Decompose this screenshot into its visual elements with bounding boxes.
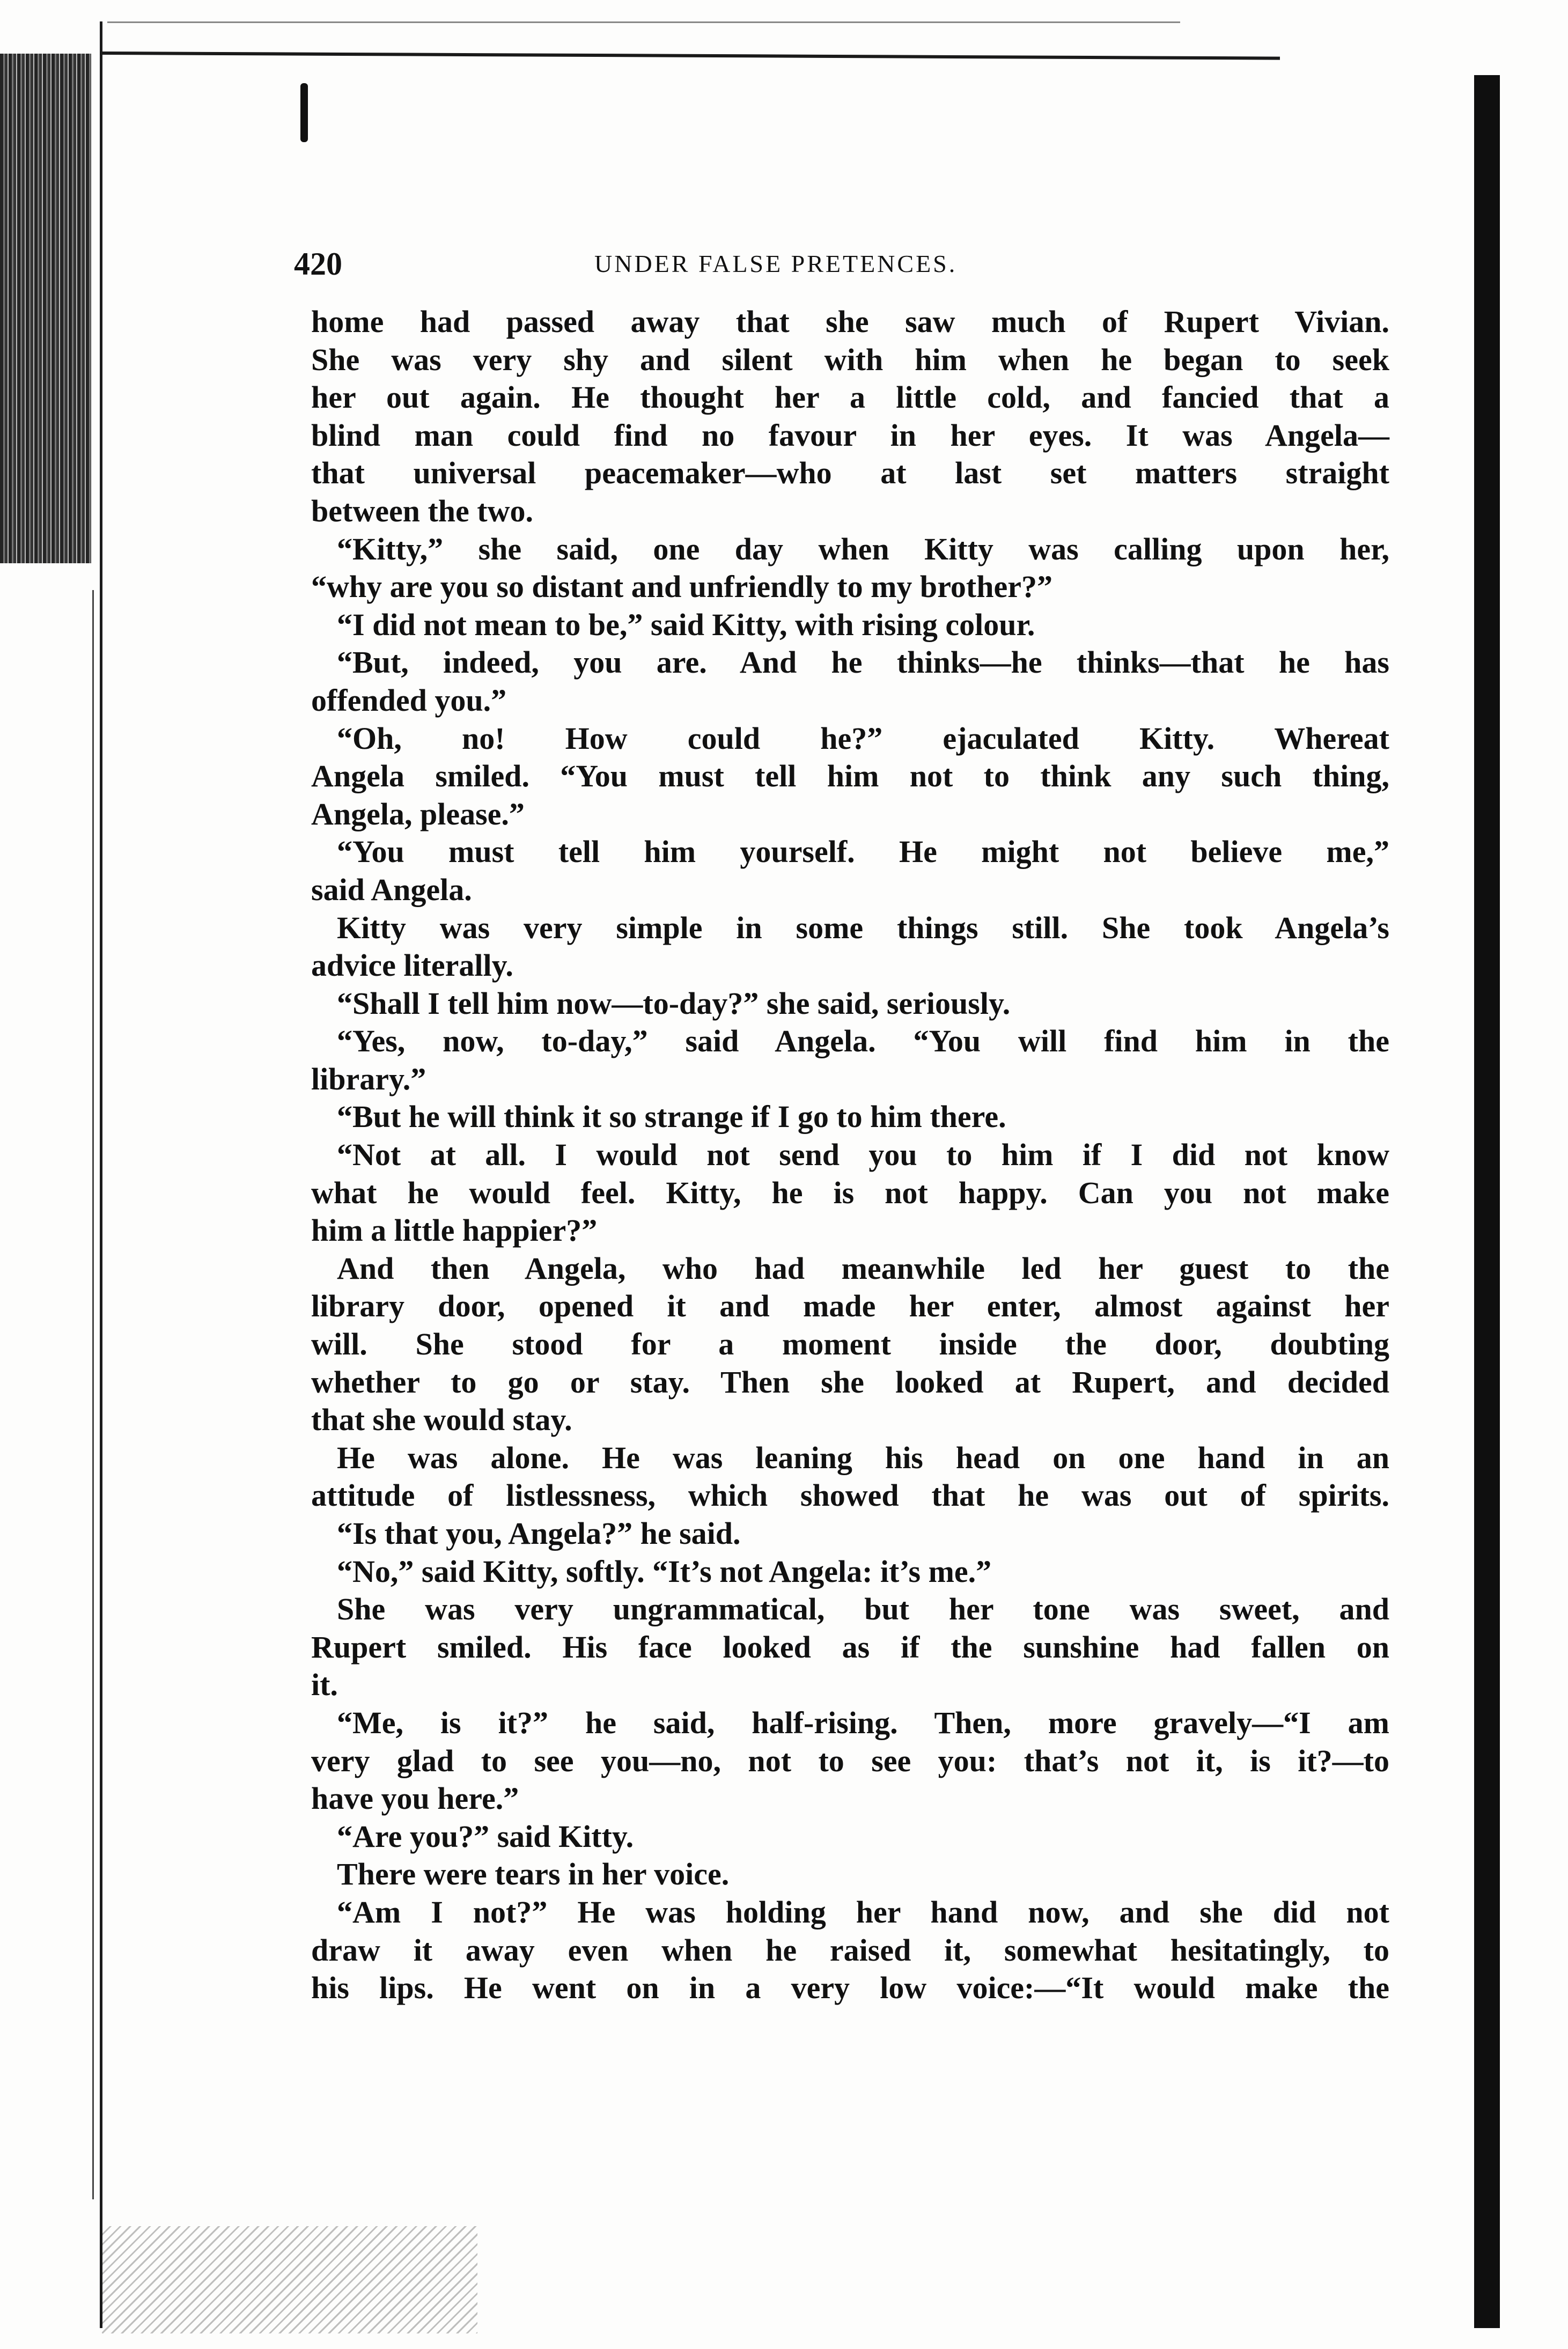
text-line: have you here.” bbox=[311, 1781, 519, 1816]
stray-ink-mark bbox=[300, 83, 308, 142]
text-line: him a little happier?” bbox=[311, 1213, 598, 1248]
text-line: her out again. He thought her a little cold, and fancied that a bbox=[311, 380, 1389, 415]
text-line: “Am I not?” He was holding her hand now, and she did not bbox=[337, 1894, 1389, 1930]
text-line: “Is that you, Angela?” he said. bbox=[337, 1516, 741, 1551]
text-line: library door, opened it and made her enter, almost against her bbox=[311, 1288, 1389, 1324]
text-line: what he would feel. Kitty, he is not happy. Can you not make bbox=[311, 1175, 1389, 1210]
text-line: “I did not mean to be,” said Kitty, with rising colour. bbox=[337, 607, 1035, 642]
text-line: “You must tell him yourself. He might not believe me,” bbox=[337, 834, 1389, 870]
text-line: advice literally. bbox=[311, 948, 513, 983]
text-line: his lips. He went on in a very low voice:—“It would make the bbox=[311, 1970, 1389, 2006]
text-line: attitude of listlessness, which showed that he was out of spirits. bbox=[311, 1478, 1389, 1513]
text-line: said Angela. bbox=[311, 872, 472, 907]
text-line: And then Angela, who had meanwhile led her guest to the bbox=[337, 1250, 1389, 1286]
text-line: She was very ungrammatical, but her tone was sweet, and bbox=[337, 1592, 1389, 1627]
text-line: Rupert smiled. His face looked as if the sunshine had fallen on bbox=[311, 1629, 1389, 1665]
binding-shadow bbox=[0, 54, 91, 563]
text-line: draw it away even when he raised it, somewhat hesitatingly, to bbox=[311, 1932, 1389, 1968]
right-edge-bar bbox=[1474, 75, 1500, 2328]
running-head bbox=[294, 242, 1447, 285]
text-line: “Shall I tell him now—to-day?” she said, seriously. bbox=[337, 985, 1011, 1021]
text-line: “Kitty,” she said, one day when Kitty was calling upon her, bbox=[337, 531, 1389, 566]
text-line: “Me, is it?” he said, half-rising. Then, more gravely—“I am bbox=[337, 1705, 1389, 1740]
text-line: that she would stay. bbox=[311, 1402, 572, 1438]
text-line: it. bbox=[311, 1667, 338, 1703]
text-line: whether to go or stay. Then she looked at Rupert, and decided bbox=[311, 1364, 1389, 1400]
text-line: offended you.” bbox=[311, 682, 507, 718]
left-margin-rule-inner bbox=[92, 590, 94, 2199]
page-number: 420 bbox=[294, 246, 342, 282]
text-line: There were tears in her voice. bbox=[337, 1857, 730, 1892]
running-title: UNDER FALSE PRETENCES. bbox=[594, 250, 958, 277]
text-line: Angela, please.” bbox=[311, 796, 525, 831]
text-line: “why are you so distant and unfriendly to my brother?” bbox=[311, 569, 1052, 605]
text-line: blind man could find no favour in her eyes. It was Angela— bbox=[311, 417, 1389, 453]
text-line: between the two. bbox=[311, 493, 533, 528]
left-margin-rule bbox=[100, 21, 102, 2328]
text-line: Kitty was very simple in some things still. She took Angela’s bbox=[337, 910, 1389, 945]
text-line: “Yes, now, to-day,” said Angela. “You will find him in the bbox=[337, 1023, 1389, 1059]
text-line: “Are you?” said Kitty. bbox=[337, 1818, 634, 1854]
top-edge-rule bbox=[107, 21, 1180, 23]
text-line: He was alone. He was leaning his head on one hand in an bbox=[337, 1440, 1389, 1475]
text-line: “No,” said Kitty, softly. “It’s not Angela: it’s me.” bbox=[337, 1553, 992, 1589]
text-line: “But, indeed, you are. And he thinks—he thinks—that he has bbox=[337, 645, 1389, 680]
text-line: “But he will think it so strange if I go to him there. bbox=[337, 1099, 1006, 1135]
text-line: that universal peacemaker—who at last set matters straight bbox=[311, 455, 1389, 491]
text-line: “Not at all. I would not send you to him if I did not know bbox=[337, 1137, 1389, 1173]
top-rule bbox=[100, 51, 1280, 60]
body-text bbox=[311, 303, 1389, 2007]
text-line: “Oh, no! How could he?” ejaculated Kitty. Whereat bbox=[337, 720, 1389, 756]
text-line: library.” bbox=[311, 1061, 426, 1096]
text-line: She was very shy and silent with him when he began to seek bbox=[311, 342, 1389, 377]
text-line: Angela smiled. “You must tell him not to think any such thing, bbox=[311, 759, 1389, 794]
text-line: very glad to see you—no, not to see you: that’s not it, is it?—to bbox=[311, 1743, 1389, 1778]
text-line: home had passed away that she saw much of Rupert Vivian. bbox=[311, 304, 1389, 339]
text-line: will. She stood for a moment inside the door, doubting bbox=[311, 1327, 1389, 1362]
scan-noise bbox=[102, 2226, 477, 2333]
